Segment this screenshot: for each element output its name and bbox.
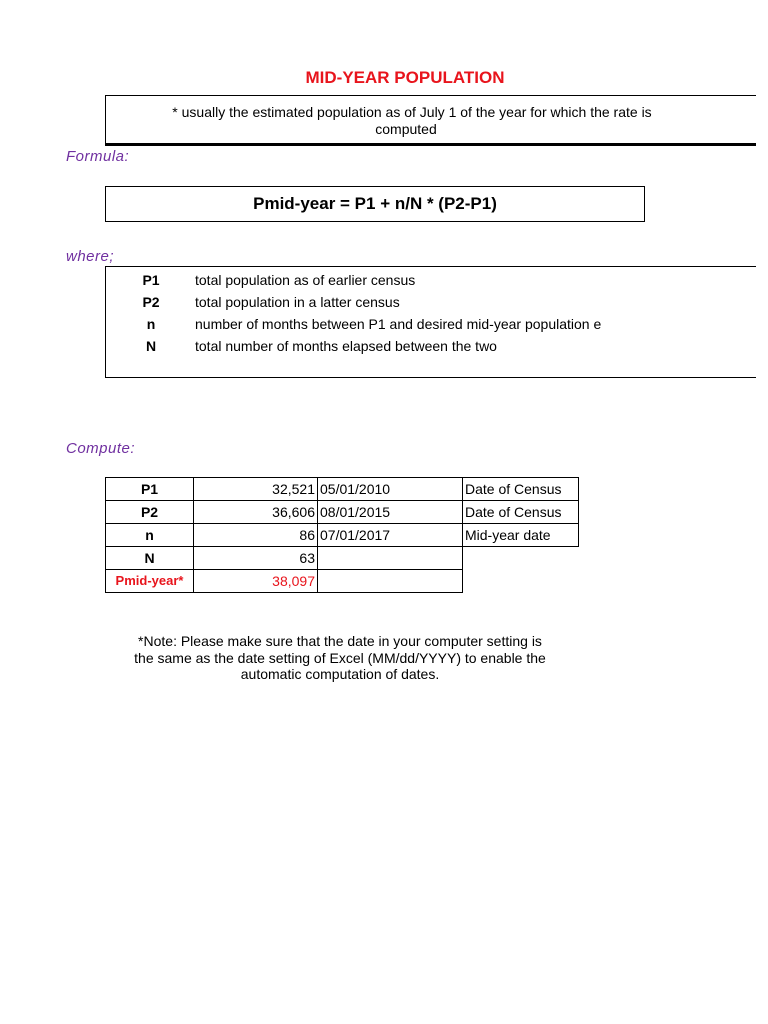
- footnote-line-2: the same as the date setting of Excel (MM/dd/YYYY) to enable the: [134, 649, 546, 666]
- compute-table: [105, 477, 579, 593]
- table-row: [106, 547, 579, 570]
- table-row: [106, 478, 579, 501]
- symbol-cell[interactable]: N: [106, 547, 194, 570]
- definition-line-2: computed: [375, 121, 437, 137]
- date-label-cell[interactable]: Date of Census: [463, 501, 579, 524]
- definition-symbol: n: [146, 316, 156, 332]
- date-cell[interactable]: [318, 570, 463, 593]
- page-title: MID-YEAR POPULATION: [305, 68, 505, 87]
- value-cell[interactable]: 63: [194, 547, 318, 570]
- footnote: [100, 633, 580, 683]
- definition-description: total population in a latter census: [195, 294, 400, 310]
- date-cell[interactable]: 08/01/2015: [318, 501, 463, 524]
- definition-row: [106, 269, 756, 291]
- symbol-cell[interactable]: P2: [106, 501, 194, 524]
- table-row: [106, 524, 579, 547]
- formula-box: [105, 186, 645, 222]
- footnote-line-3: automatic computation of dates.: [240, 666, 440, 682]
- date-label-cell[interactable]: Mid-year date: [463, 524, 579, 547]
- definition-symbol: P2: [142, 294, 160, 310]
- definition-row: [106, 313, 756, 335]
- empty-cell: [463, 570, 579, 593]
- date-cell[interactable]: [318, 547, 463, 570]
- definition-text: [106, 104, 706, 138]
- empty-cell: [463, 547, 579, 570]
- definition-symbol: P1: [142, 272, 160, 288]
- definitions-box: [105, 266, 756, 378]
- date-label-cell[interactable]: Date of Census: [463, 478, 579, 501]
- formula-text: Pmid-year = P1 + n/N * (P2-P1): [253, 194, 497, 213]
- symbol-cell[interactable]: n: [106, 524, 194, 547]
- definition-description: total population as of earlier census: [195, 272, 416, 288]
- table-row: [106, 501, 579, 524]
- definition-box: [105, 95, 756, 146]
- symbol-cell[interactable]: P1: [106, 478, 194, 501]
- definition-description: number of months between P1 and desired mid-year population e: [195, 316, 602, 332]
- value-cell[interactable]: 32,521: [194, 478, 318, 501]
- definition-row: [106, 335, 756, 357]
- compute-label: Compute:: [66, 440, 136, 457]
- value-cell[interactable]: 36,606: [194, 501, 318, 524]
- definition-line-1: * usually the estimated population as of July 1 of the year for which the rate is: [172, 104, 652, 120]
- value-cell[interactable]: 86: [194, 524, 318, 547]
- where-label: where;: [66, 248, 115, 265]
- result-value-cell[interactable]: 38,097: [194, 570, 318, 593]
- table-row: [106, 570, 579, 593]
- result-symbol-cell[interactable]: Pmid-year*: [106, 570, 194, 593]
- footnote-line-1: *Note: Please make sure that the date in your computer setting is: [138, 633, 542, 649]
- definition-row: [106, 291, 756, 313]
- date-cell[interactable]: 05/01/2010: [318, 478, 463, 501]
- definition-description: total number of months elapsed between the two: [195, 338, 497, 354]
- definition-symbol: N: [145, 338, 157, 354]
- date-cell[interactable]: 07/01/2017: [318, 524, 463, 547]
- formula-label: Formula:: [66, 148, 130, 165]
